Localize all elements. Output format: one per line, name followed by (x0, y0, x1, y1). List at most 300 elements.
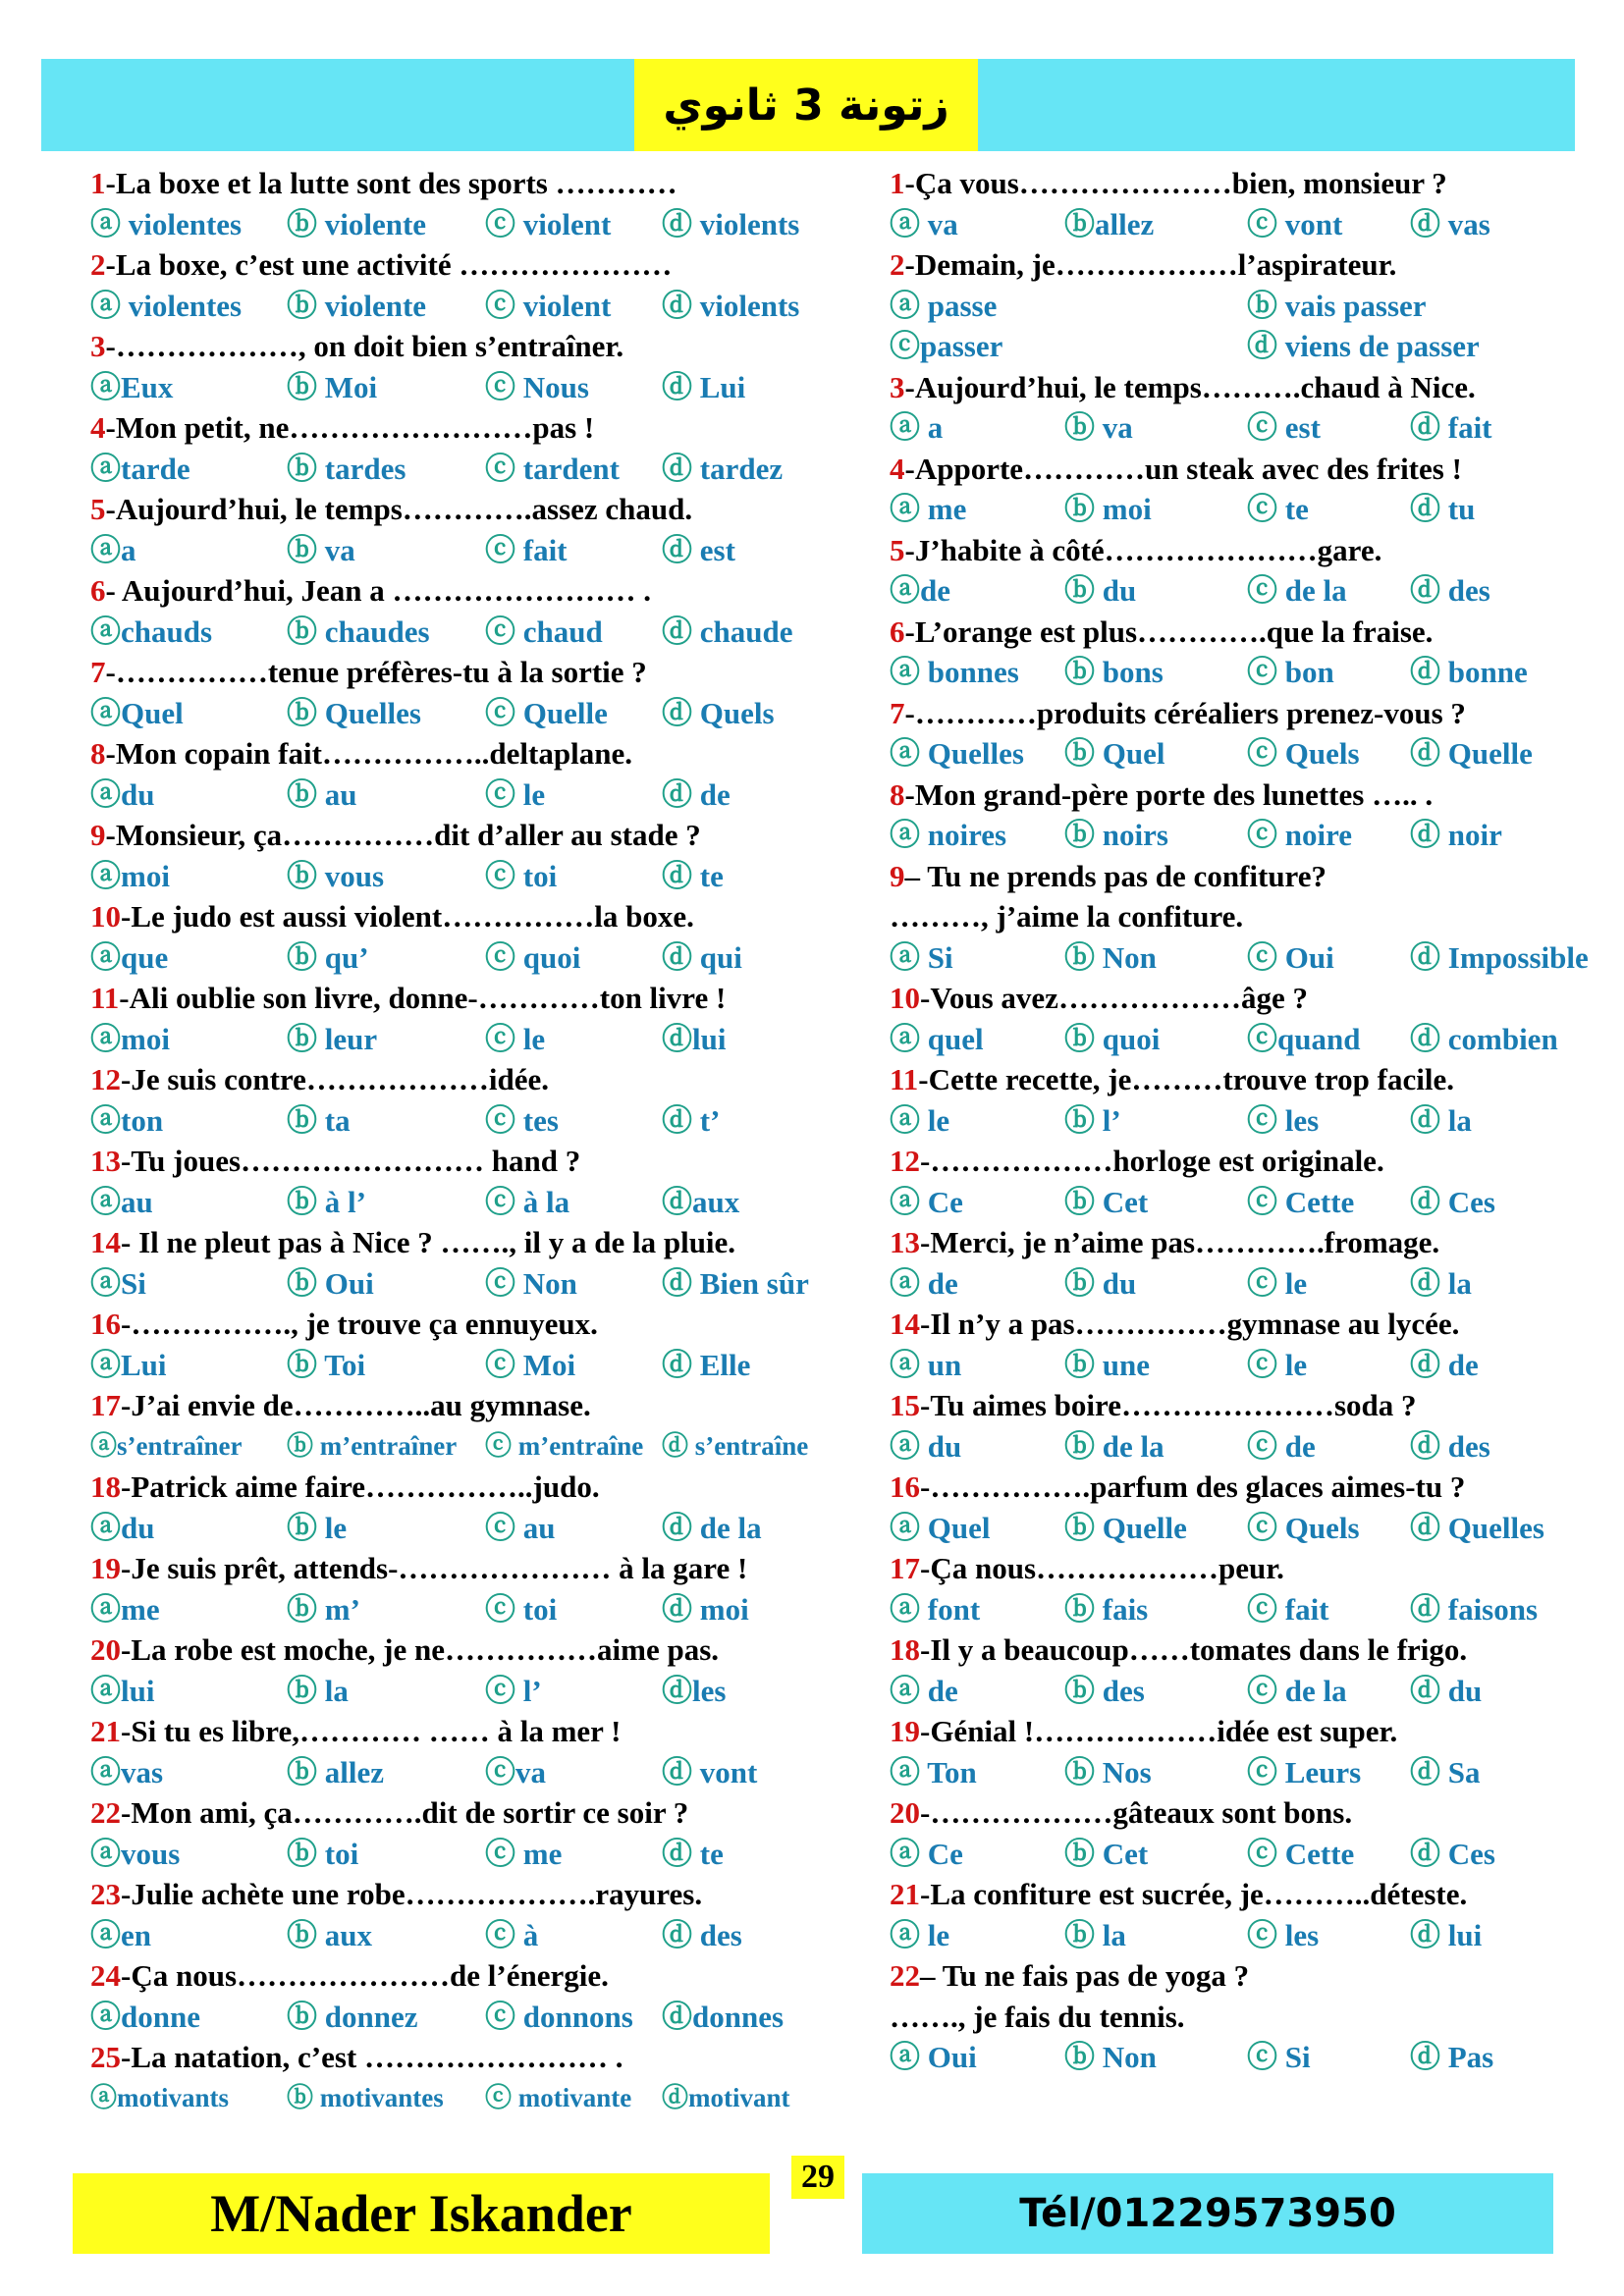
question-stem: -Julie achète une robe……………….rayures. (121, 1877, 703, 1911)
answer-option[interactable]: ⓐ Ce (890, 1184, 963, 1219)
answer-option[interactable]: ⓓles (662, 1673, 727, 1708)
answer-option[interactable]: ⓑ noirs (1064, 818, 1168, 852)
answer-option[interactable]: ⓑ qu’ (287, 939, 369, 975)
answer-option[interactable]: ⓓ bonne (1410, 655, 1528, 689)
answer-option[interactable]: ⓓ Impossible (1410, 939, 1589, 975)
answer-option[interactable]: ⓑ une (1064, 1347, 1150, 1382)
question-number: 19 (890, 1714, 920, 1748)
answer-option[interactable]: ⓐ Quel (890, 1510, 991, 1545)
answer-option[interactable]: ⓒ m’entraîne (485, 1430, 644, 1461)
question-number: 18 (90, 1469, 121, 1504)
question-number: 8 (90, 736, 106, 771)
answer-option[interactable]: ⓓ chaude (662, 614, 793, 649)
answer-option[interactable]: ⓓ Ces (1410, 1184, 1495, 1219)
answer-option[interactable]: ⓑ leur (287, 1021, 378, 1056)
question-text (90, 326, 846, 367)
question-text (890, 693, 1567, 734)
answer-option[interactable]: ⓐLui (90, 1347, 167, 1382)
answer-options (90, 367, 846, 408)
question-number: 17 (90, 1388, 121, 1422)
answer-option[interactable]: ⓐ un (890, 1347, 962, 1382)
answer-option[interactable]: ⓒ tes (485, 1102, 559, 1138)
answer-option[interactable]: ⓑ Quelle (1064, 1510, 1187, 1545)
answer-option[interactable]: ⓐ passe (890, 288, 998, 323)
question-stem: -Mon copain fait……………..deltaplane. (105, 736, 632, 771)
answer-option[interactable]: ⓓ t’ (662, 1102, 721, 1138)
question-text (90, 1141, 846, 1182)
answer-option[interactable]: ⓓ violents (662, 206, 800, 241)
question-stem: -Je suis prêt, attends-………………… à la gare ! (121, 1551, 748, 1585)
answer-options (90, 774, 846, 816)
page-number: 29 (791, 2156, 844, 2199)
answer-option[interactable]: ⓑ Moi (287, 369, 378, 404)
answer-option[interactable]: ⓓ des (1410, 573, 1490, 608)
answer-option[interactable]: ⓓ la (1410, 1102, 1472, 1138)
question-number: 20 (890, 1795, 920, 1830)
answer-option[interactable]: ⓒ à (485, 1917, 539, 1952)
answer-option[interactable]: ⓑ chaudes (287, 614, 430, 649)
question-stem: -L’orange est plus………….que la fraise. (904, 614, 1434, 649)
answer-option[interactable]: ⓑ au (287, 776, 357, 812)
page-title: زتونة 3 ثانوي (634, 59, 978, 151)
answer-option[interactable]: ⓐme (90, 1591, 160, 1627)
question-number: 13 (90, 1144, 121, 1178)
answer-option[interactable]: ⓒ tardent (485, 451, 620, 486)
answer-option[interactable]: ⓒ toi (485, 858, 558, 893)
question-stem: -Si tu es libre,………… …… à la mer ! (121, 1714, 622, 1748)
question-stem: -La robe est moche, je ne……………aime pas. (121, 1632, 720, 1667)
answer-option[interactable]: ⓒ Cette (1247, 1184, 1355, 1219)
phone-number: Tél/01229573950 (862, 2173, 1553, 2254)
question-text (890, 1548, 1567, 1589)
question-stem: -……………., je trouve ça ennuyeux. (121, 1307, 598, 1341)
answer-option[interactable]: ⓒ au (485, 1510, 556, 1545)
answer-option[interactable]: ⓑ vais passer (1247, 288, 1427, 323)
question-number: 4 (890, 451, 905, 486)
answer-options (890, 815, 1567, 856)
answer-option[interactable]: ⓓ fait (1410, 410, 1492, 445)
answer-option[interactable]: ⓒ le (485, 1021, 546, 1056)
answer-options (90, 1834, 846, 1875)
answer-option[interactable]: ⓑ Cet (1064, 1836, 1149, 1871)
answer-option[interactable]: ⓐlui (90, 1673, 155, 1708)
answer-options (90, 856, 846, 897)
answer-option[interactable]: ⓐQuel (90, 695, 184, 730)
question-text (90, 244, 846, 286)
answer-option[interactable]: ⓒpasser (890, 329, 1003, 363)
answer-option[interactable]: ⓐmoi (90, 1021, 170, 1056)
answer-options (90, 1915, 846, 1956)
answer-option[interactable]: ⓒ Quels (1247, 736, 1360, 771)
question-number: 9 (90, 818, 106, 852)
question-stem: – Tu ne fais pas de yoga ? (920, 1958, 1250, 1993)
question-text (90, 163, 846, 204)
answer-option[interactable]: ⓐdonne (90, 1999, 200, 2034)
answer-option[interactable]: ⓓ Bien sûr (662, 1265, 809, 1301)
answer-option[interactable]: ⓑ allez (287, 1754, 384, 1789)
question-stem: -Patrick aime faire……………..judo. (121, 1469, 600, 1504)
answer-option[interactable]: ⓑ Non (1064, 2040, 1157, 2074)
answer-options (890, 1508, 1567, 1549)
answer-options (890, 489, 1567, 530)
answer-option[interactable]: ⓐdu (90, 776, 155, 812)
question-number: 11 (890, 1062, 919, 1096)
answer-option[interactable]: ⓑ donnez (287, 1999, 418, 2034)
question-text (890, 856, 1567, 897)
answer-option[interactable]: ⓑ fais (1064, 1591, 1149, 1627)
answer-option[interactable]: ⓓ tu (1410, 492, 1476, 526)
question-text (890, 530, 1567, 571)
question-text (90, 1385, 846, 1426)
answer-option[interactable]: ⓒ me (485, 1836, 563, 1871)
answer-option[interactable]: ⓓ lui (1410, 1917, 1483, 1952)
answer-option[interactable]: ⓐau (90, 1184, 153, 1219)
question-stem: - Aujourd’hui, Jean a …………………… . (105, 573, 651, 608)
answer-option[interactable]: ⓐvas (90, 1754, 164, 1789)
question-text (890, 1222, 1567, 1263)
answer-option[interactable]: ⓒ bon (1247, 655, 1334, 689)
question-text (90, 652, 846, 693)
answer-option[interactable]: ⓑ toi (287, 1836, 359, 1871)
answer-option[interactable]: ⓑ la (287, 1673, 349, 1708)
answer-option[interactable]: ⓒ de la (1247, 1673, 1347, 1708)
question-stem: -La boxe, c’est une activité ………………… (105, 247, 673, 282)
answer-option[interactable]: ⓑ du (1064, 1265, 1137, 1301)
answer-option[interactable]: ⓒ Si (1247, 2040, 1311, 2074)
answer-options (90, 1345, 846, 1386)
answer-option[interactable]: ⓐSi (90, 1265, 146, 1301)
question-stem: -J’habite à côté…………………gare. (904, 532, 1382, 567)
answer-option[interactable]: ⓒ te (1247, 492, 1309, 526)
question-number: 17 (890, 1551, 920, 1585)
answer-option[interactable]: ⓒ violent (485, 206, 612, 241)
answer-option[interactable]: ⓓ de la (662, 1510, 762, 1545)
answer-option[interactable]: ⓑ va (1064, 410, 1133, 445)
answer-option[interactable]: ⓓ Quels (662, 695, 775, 730)
question-text (90, 733, 846, 774)
question-text (90, 978, 846, 1019)
answer-option[interactable]: ⓐ Ton (890, 1754, 977, 1789)
answer-option[interactable]: ⓐ Oui (890, 2040, 977, 2074)
question-stem: -Mon petit, ne……………………pas ! (105, 410, 595, 445)
answer-option[interactable]: ⓐa (90, 532, 136, 567)
question-number: 7 (90, 655, 106, 689)
answer-option[interactable]: ⓒ l’ (485, 1673, 542, 1708)
answer-option[interactable]: ⓐmoi (90, 858, 170, 893)
right-question-column (890, 163, 1589, 2078)
answer-option[interactable]: ⓐque (90, 939, 169, 975)
answer-option[interactable]: ⓒ Cette (1247, 1836, 1355, 1871)
question-stem: -Tu joues…………………… hand ? (121, 1144, 581, 1178)
answer-option[interactable]: ⓓ du (1410, 1673, 1483, 1708)
answer-option[interactable]: ⓐ Ce (890, 1836, 963, 1871)
question-text (90, 815, 846, 856)
answer-option[interactable]: ⓐ le (890, 1917, 950, 1952)
answer-option[interactable]: ⓒquand (1247, 1021, 1361, 1056)
answer-options (90, 612, 846, 653)
answer-option[interactable]: ⓒ à la (485, 1184, 570, 1219)
question-text (890, 367, 1567, 408)
answer-option[interactable]: ⓐ Si (890, 939, 953, 975)
answer-option[interactable]: ⓓ de (1410, 1347, 1479, 1382)
answer-option[interactable]: ⓒ le (1247, 1347, 1308, 1382)
question-number: 6 (90, 573, 106, 608)
answer-option[interactable]: ⓑallez (1064, 206, 1155, 241)
answer-options (890, 1752, 1567, 1793)
answer-option[interactable]: ⓒ le (1247, 1265, 1308, 1301)
question-text (890, 1385, 1567, 1426)
answer-option[interactable]: ⓒ les (1247, 1917, 1320, 1952)
answer-options (890, 1589, 1567, 1630)
answer-option[interactable]: ⓐ font (890, 1591, 981, 1627)
answer-option[interactable]: ⓒ fait (485, 532, 568, 567)
answer-option[interactable]: ⓒva (485, 1754, 546, 1789)
answer-option[interactable]: ⓑ Quelles (287, 695, 421, 730)
answer-option[interactable]: ⓐton (90, 1102, 164, 1138)
answer-option[interactable]: ⓑ du (1064, 573, 1137, 608)
question-text (90, 1711, 846, 1752)
question-number: 22 (890, 1958, 920, 1993)
answer-option[interactable]: ⓓ est (662, 532, 735, 567)
answer-option[interactable]: ⓒ toi (485, 1591, 558, 1627)
answer-option[interactable]: ⓓ Quelles (1410, 1510, 1544, 1545)
answer-option[interactable]: ⓑ le (287, 1510, 348, 1545)
answer-option[interactable]: ⓒ vont (1247, 206, 1343, 241)
answer-option[interactable]: ⓐ quel (890, 1021, 984, 1056)
question-stem: -Cette recette, je………trouve trop facile. (918, 1062, 1454, 1096)
answer-option[interactable]: ⓓ noir (1410, 818, 1502, 852)
answer-option[interactable]: ⓒ fait (1247, 1591, 1329, 1627)
answer-options (890, 1834, 1567, 1875)
answer-option[interactable]: ⓓ des (662, 1917, 742, 1952)
answer-option[interactable]: ⓑ Non (1064, 939, 1157, 975)
answer-option[interactable]: ⓒ Oui (1247, 939, 1334, 975)
answer-option[interactable]: ⓐ bonnes (890, 655, 1019, 689)
question-stem: -Demain, je………………l’aspirateur. (904, 247, 1397, 282)
answer-options (890, 937, 1589, 979)
question-number: 5 (90, 492, 106, 526)
answer-option[interactable]: ⓑ moi (1064, 492, 1152, 526)
answer-option[interactable]: ⓓ Pas (1410, 2040, 1494, 2074)
answer-option[interactable]: ⓓ s’entraîne (662, 1430, 809, 1461)
answer-option[interactable]: ⓓdonnes (662, 1999, 785, 2034)
answer-option[interactable]: ⓐ du (890, 1428, 962, 1464)
answer-option[interactable]: ⓐtarde (90, 451, 190, 486)
answer-options (890, 1100, 1567, 1142)
answer-option[interactable]: ⓑ violente (287, 288, 427, 323)
question-stem: -………………gâteaux sont bons. (920, 1795, 1353, 1830)
answer-option[interactable]: ⓓ de (662, 776, 731, 812)
answer-option[interactable]: ⓐ violentes (90, 288, 243, 323)
question-text (890, 449, 1567, 490)
answer-option[interactable]: ⓒ noire (1247, 818, 1353, 852)
question-number: 13 (890, 1225, 920, 1259)
question-stem: -Il n’y a pas……………gymnase au lycée. (920, 1307, 1460, 1341)
answer-option[interactable]: ⓐ a (890, 410, 944, 445)
answer-option[interactable]: ⓑ Quel (1064, 736, 1165, 771)
question-text (90, 407, 846, 449)
answer-option[interactable]: ⓒ Nous (485, 369, 589, 404)
answer-option[interactable]: ⓑ bons (1064, 655, 1164, 689)
answer-option[interactable]: ⓓ Elle (662, 1347, 751, 1382)
answer-option[interactable]: ⓓ vont (662, 1754, 758, 1789)
answer-option[interactable]: ⓐmotivants (90, 2082, 229, 2112)
answer-option[interactable]: ⓒ chaud (485, 614, 603, 649)
answer-option[interactable]: ⓐEux (90, 369, 174, 404)
answer-options (890, 1671, 1567, 1712)
answer-options (90, 530, 846, 571)
question-continuation: ……., je fais du tennis. (890, 1999, 1185, 2034)
answer-option[interactable]: ⓓ la (1410, 1265, 1472, 1301)
answer-option[interactable]: ⓓ des (1410, 1428, 1490, 1464)
question-text (890, 978, 1567, 1019)
answer-option[interactable]: ⓑ la (1064, 1917, 1126, 1952)
answer-option[interactable]: ⓒ violent (485, 288, 612, 323)
answer-option[interactable]: ⓒ de la (1247, 573, 1347, 608)
answer-option[interactable]: ⓑ l’ (1064, 1102, 1121, 1138)
answer-option[interactable]: ⓑ tardes (287, 451, 406, 486)
answer-option[interactable]: ⓑ motivantes (287, 2082, 444, 2112)
answer-option[interactable]: ⓑ Toi (287, 1347, 366, 1382)
question-stem: -…………….parfum des glaces aimes-tu ? (920, 1469, 1466, 1504)
answer-option[interactable]: ⓑ m’ (287, 1591, 360, 1627)
question-stem: -Aujourd’hui, le temps………….assez chaud. (105, 492, 693, 526)
answer-option[interactable]: ⓓ Ces (1410, 1836, 1495, 1871)
answer-options (90, 204, 846, 245)
answer-options (890, 570, 1567, 612)
answer-option[interactable]: ⓓ faisons (1410, 1591, 1539, 1627)
answer-option[interactable]: ⓐvous (90, 1836, 181, 1871)
answer-option[interactable]: ⓒ Quelle (485, 695, 608, 730)
answer-option[interactable]: ⓐde (890, 573, 950, 608)
answer-option[interactable]: ⓑ des (1064, 1673, 1145, 1708)
answer-option[interactable]: ⓓ violents (662, 288, 800, 323)
answer-option[interactable]: ⓒ est (1247, 410, 1321, 445)
question-number: 10 (890, 981, 920, 1015)
answer-option[interactable]: ⓑ Cet (1064, 1184, 1149, 1219)
answer-option[interactable]: ⓑ m’entraîner (287, 1430, 458, 1461)
answer-option[interactable]: ⓒ Moi (485, 1347, 576, 1382)
question-stem: -Il y a beaucoup……tomates dans le frigo. (920, 1632, 1468, 1667)
answer-option[interactable]: ⓓlui (662, 1021, 727, 1056)
answer-option[interactable]: ⓓ moi (662, 1591, 749, 1627)
question-text (90, 489, 846, 530)
question-text (90, 1304, 846, 1345)
answer-option[interactable]: ⓓ viens de passer (1247, 329, 1480, 363)
answer-option[interactable]: ⓐdu (90, 1510, 155, 1545)
question-text (90, 1467, 846, 1508)
answer-option[interactable]: ⓑ à l’ (287, 1184, 366, 1219)
answer-option[interactable]: ⓑ violente (287, 206, 427, 241)
question-stem: -Mon grand-père porte des lunettes ….. . (904, 776, 1434, 812)
answer-option[interactable]: ⓒ les (1247, 1102, 1320, 1138)
answer-option[interactable]: ⓒ le (485, 776, 546, 812)
answer-option[interactable]: ⓓ te (662, 858, 724, 893)
answer-option[interactable]: ⓐ de (890, 1673, 958, 1708)
answer-option[interactable]: ⓐen (90, 1917, 151, 1952)
answer-options (90, 937, 846, 979)
question-number: 10 (90, 899, 121, 934)
question-number: 6 (890, 614, 905, 649)
question-number: 9 (890, 858, 905, 893)
question-number: 21 (890, 1877, 920, 1911)
question-stem: -Mon ami, ça………….dit de sortir ce soir ? (121, 1795, 689, 1830)
answer-option[interactable]: ⓐ va (890, 206, 958, 241)
question-stem: - Il ne pleut pas à Nice ? ……., il y a de la pluie. (121, 1225, 736, 1259)
answer-options (90, 1671, 846, 1712)
answer-options (890, 326, 1567, 367)
question-stem: -………………, on doit bien s’entraîner. (105, 329, 624, 363)
answer-option[interactable]: ⓒ donnons (485, 1999, 633, 2034)
question-text (90, 2037, 846, 2078)
answer-option[interactable]: ⓓ Lui (662, 369, 746, 404)
question-number: 12 (890, 1144, 920, 1178)
answer-option[interactable]: ⓓ combien (1410, 1021, 1558, 1056)
answer-option[interactable]: ⓑ ta (287, 1102, 351, 1138)
question-text (890, 1874, 1567, 1915)
question-number: 20 (90, 1632, 121, 1667)
question-text (90, 896, 846, 937)
answer-option[interactable]: ⓒ motivante (485, 2082, 632, 2112)
answer-options (890, 1915, 1567, 1956)
answer-option[interactable]: ⓒ de (1247, 1428, 1316, 1464)
answer-options (90, 1100, 846, 1142)
question-text (90, 1629, 846, 1671)
answer-option[interactable]: ⓒ Non (485, 1265, 577, 1301)
answer-option[interactable]: ⓑ de la (1064, 1428, 1164, 1464)
answer-option[interactable]: ⓒ Quels (1247, 1510, 1360, 1545)
answer-option[interactable]: ⓓ qui (662, 939, 742, 975)
question-stem: -Ça nous………………peur. (920, 1551, 1284, 1585)
answer-option[interactable]: ⓑ va (287, 532, 355, 567)
answer-option[interactable]: ⓐ violentes (90, 206, 243, 241)
question-text (890, 612, 1567, 653)
answer-option[interactable]: ⓓ vas (1410, 206, 1490, 241)
answer-option[interactable]: ⓑ aux (287, 1917, 372, 1952)
answer-option[interactable]: ⓑ Oui (287, 1265, 374, 1301)
question-stem: -Je suis contre………………idée. (121, 1062, 549, 1096)
question-text (890, 1629, 1567, 1671)
question-number: 18 (890, 1632, 920, 1667)
question-text (890, 1711, 1567, 1752)
answer-option[interactable]: ⓑ quoi (1064, 1021, 1161, 1056)
answer-option[interactable]: ⓑ Nos (1064, 1754, 1152, 1789)
answer-option[interactable]: ⓒ quoi (485, 939, 581, 975)
answer-option[interactable]: ⓐs’entraîner (90, 1430, 243, 1461)
answer-option[interactable]: ⓓ te (662, 1836, 724, 1871)
question-number: 2 (890, 247, 905, 282)
question-stem: -Le judo est aussi violent……………la boxe. (121, 899, 694, 934)
question-number: 11 (90, 981, 120, 1015)
answer-option[interactable]: ⓓaux (662, 1184, 740, 1219)
answer-option[interactable]: ⓐ le (890, 1102, 950, 1138)
answer-options (90, 1589, 846, 1630)
question-text (890, 1792, 1567, 1834)
answer-option[interactable]: ⓓ tardez (662, 451, 784, 486)
answer-option[interactable]: ⓑ vous (287, 858, 385, 893)
answer-option[interactable]: ⓓ Sa (1410, 1754, 1481, 1789)
answer-option[interactable]: ⓐ Quelles (890, 736, 1024, 771)
answer-option[interactable]: ⓐchauds (90, 614, 213, 649)
answer-option[interactable]: ⓐ me (890, 492, 967, 526)
answer-option[interactable]: ⓒ Leurs (1247, 1754, 1362, 1789)
answer-option[interactable]: ⓓmotivant (662, 2082, 790, 2112)
question-stem: -Tu aimes boire…………………soda ? (920, 1388, 1417, 1422)
answer-option[interactable]: ⓓ Quelle (1410, 736, 1533, 771)
answer-option[interactable]: ⓐ noires (890, 818, 1007, 852)
answer-option[interactable]: ⓐ de (890, 1265, 958, 1301)
answer-options (890, 733, 1567, 774)
